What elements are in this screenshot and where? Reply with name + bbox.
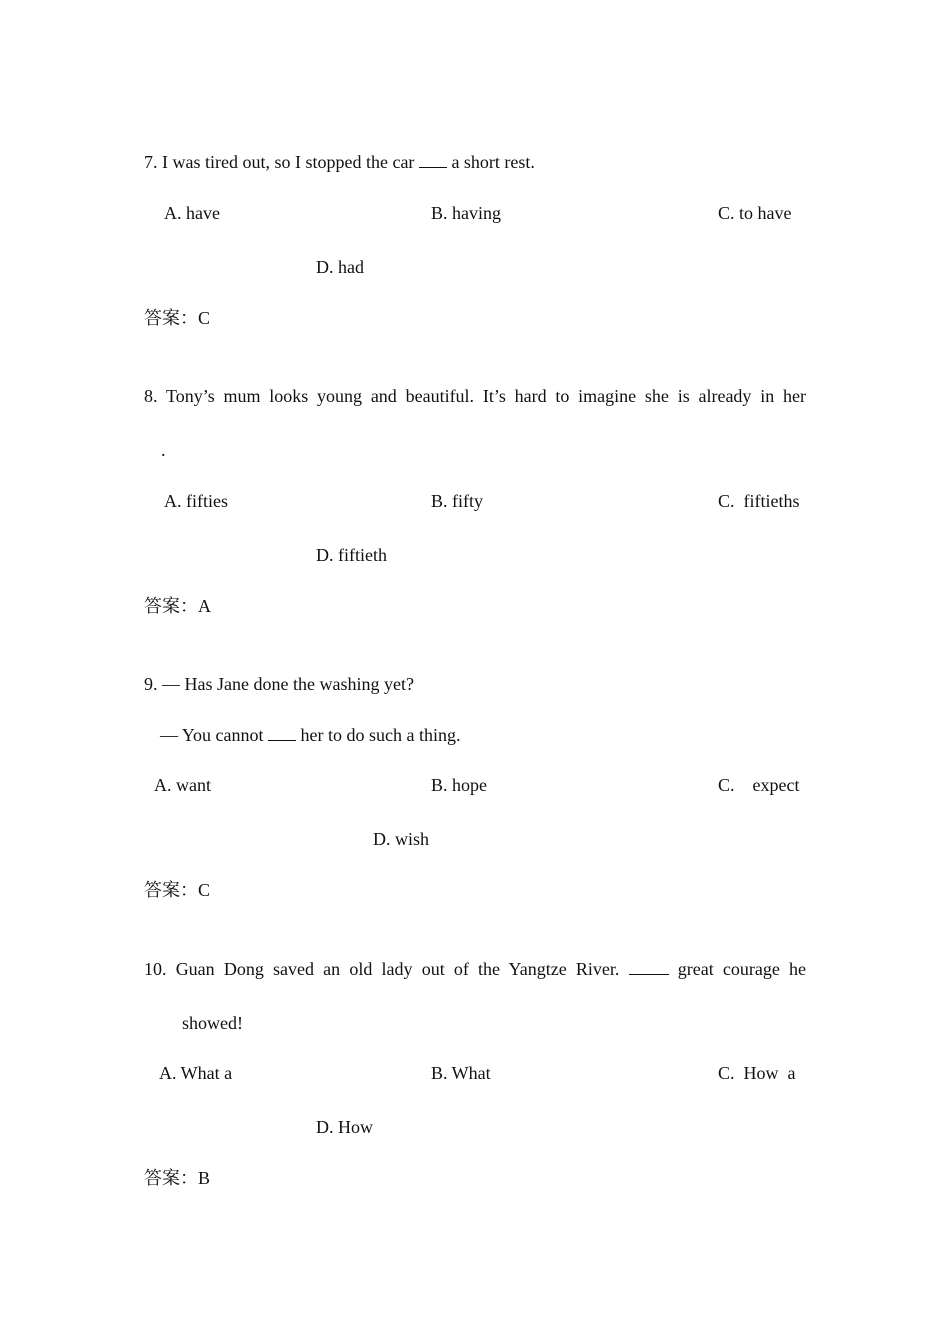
- answer-line: [144, 879, 210, 901]
- question-8-stem: [144, 385, 806, 407]
- stem-text: I was tired out, so I stopped the car: [162, 152, 415, 172]
- answer-value: A: [198, 596, 211, 616]
- option-a: A. fifties: [164, 491, 228, 511]
- answer-blank: [268, 726, 296, 741]
- answer-value: B: [198, 1168, 211, 1188]
- question-number: 7.: [144, 152, 158, 172]
- stem-text: Tony’s mum looks young and beautiful. It’s hard to imagine she is already in her: [165, 386, 806, 406]
- answer-line: [144, 1167, 210, 1189]
- question-7-stem: [144, 151, 535, 173]
- stem-end: .: [161, 440, 166, 460]
- stem-end: showed!: [182, 1013, 243, 1033]
- dialogue-line: her to do such a thing.: [300, 725, 461, 745]
- option-d: D. had: [316, 257, 364, 277]
- option-c: C. expect: [718, 775, 800, 795]
- answer-blank: [629, 960, 669, 975]
- question-number: 10.: [144, 959, 167, 979]
- option-d: D. How: [316, 1117, 373, 1137]
- answer-label: 答案：: [144, 1168, 198, 1188]
- question-number: 9.: [144, 674, 158, 694]
- option-a: A. want: [154, 775, 211, 795]
- question-number: 8.: [144, 386, 158, 406]
- answer-line: [144, 307, 210, 329]
- question-9-reply: [160, 724, 461, 746]
- answer-label: 答案：: [144, 308, 198, 328]
- option-c: C. How a: [718, 1063, 796, 1083]
- option-b: B. What: [431, 1063, 491, 1083]
- option-b: B. hope: [431, 775, 487, 795]
- option-c: C. fiftieths: [718, 491, 800, 511]
- dialogue-line: — You cannot: [160, 725, 264, 745]
- option-b: B. having: [431, 203, 501, 223]
- answer-blank: [419, 153, 447, 168]
- question-9-stem: [144, 673, 414, 695]
- option-d: D. wish: [373, 829, 430, 849]
- answer-label: 答案：: [144, 596, 198, 616]
- option-a: A. What a: [159, 1063, 233, 1083]
- stem-text: great courage he: [677, 959, 807, 979]
- stem-text: a short rest.: [451, 152, 535, 172]
- dialogue-line: — Has Jane done the washing yet?: [162, 674, 414, 694]
- answer-value: C: [198, 308, 211, 328]
- answer-label: 答案：: [144, 880, 198, 900]
- question-10-stem: [144, 958, 806, 980]
- option-a: A. have: [164, 203, 220, 223]
- answer-value: C: [198, 880, 211, 900]
- option-b: B. fifty: [431, 491, 483, 511]
- option-d: D. fiftieth: [316, 545, 387, 565]
- option-c: C. to have: [718, 203, 792, 223]
- answer-line: [144, 595, 211, 617]
- stem-text: Guan Dong saved an old lady out of the Yangtze River.: [175, 959, 620, 979]
